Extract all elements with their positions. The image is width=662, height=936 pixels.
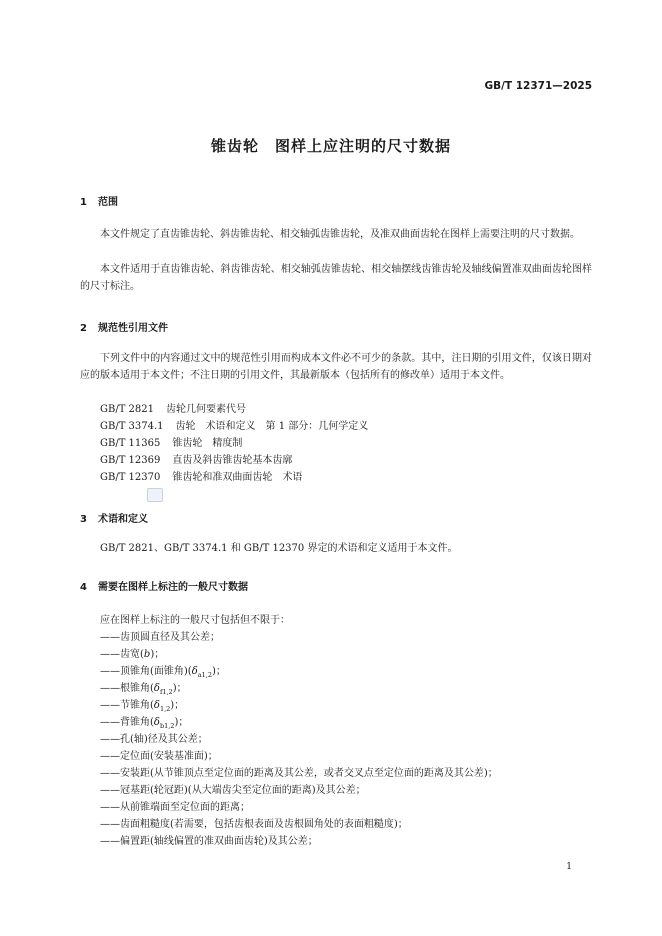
- reference-code: GB/T 11365: [100, 438, 161, 449]
- reference-item: [100, 435, 242, 452]
- reference-item: [100, 469, 302, 486]
- section-number: 4: [80, 582, 87, 593]
- reference-name: 锥齿轮 精度制: [172, 438, 243, 449]
- reference-name: 齿轮几何要素代号: [166, 404, 247, 415]
- section-3-text: GB/T 2821、GB/T 3374.1 和 GB/T 12370 界定的术语和定义适用于本文件。: [100, 543, 458, 554]
- list-item: ——齿面粗糙度(若需要，包括齿根表面及齿根圆角处的表面粗糙度)；: [100, 819, 408, 830]
- page-number: 1: [566, 862, 572, 872]
- list-item: ——冠基距(轮冠距)(从大端齿尖至定位面的距离)及其公差；: [100, 785, 366, 796]
- section-2-intro: 下列文件中的内容通过文中的规范性引用而构成本文件必不可少的条款。其中，注日期的引用文件，仅该日期对应的版本适用于本文件；不注日期的引用文件，其最新版本（包括所有的修改单）适用于本文件。: [80, 353, 592, 381]
- reference-item: [100, 452, 292, 469]
- section-1-paragraph-2: 本文件适用于直齿锥齿轮、斜齿锥齿轮、相交轴弧齿锥齿轮、相交轴摆线齿锥齿轮及轴线偏置准双曲面齿轮图样的尺寸标注。: [80, 264, 592, 292]
- list-item: ——从前锥端面至定位面的距离；: [100, 802, 250, 813]
- list-item: ——齿宽(b)；: [100, 649, 165, 660]
- section-3-heading: [80, 510, 148, 525]
- section-4-heading: [80, 578, 248, 593]
- document-title: 锥齿轮 图样上应注明的尺寸数据: [210, 137, 451, 155]
- section-1-paragraph-1: 本文件规定了直齿锥齿轮、斜齿锥齿轮、相交轴弧齿锥齿轮，及准双曲面齿轮在图样上需要注明的尺寸数据。: [100, 229, 580, 240]
- list-item: ——节锥角$(\delta_{1,2})$；: [100, 700, 185, 713]
- section-2-heading: [80, 319, 168, 334]
- reference-code: GB/T 2821: [100, 404, 155, 415]
- list-item: ——根锥角$(\delta_{f1,2})$；: [100, 683, 187, 696]
- section-number: 2: [80, 323, 87, 334]
- reference-name: 直齿及斜齿锥齿轮基本齿廓: [172, 455, 293, 466]
- list-item: ——安装距(从节锥顶点至定位面的距离及其公差，或者交叉点至定位面的距离及其公差)；: [100, 768, 498, 779]
- list-item: ——背锥角$(\delta_{b1,2})$；: [100, 717, 189, 730]
- standard-code: GB/T 12371—2025: [484, 80, 592, 92]
- reference-name: 锥齿轮和准双曲面齿轮 术语: [172, 472, 303, 483]
- reference-code: GB/T 12369: [100, 455, 161, 466]
- list-item: ——齿顶圆直径及其公差；: [100, 632, 220, 643]
- list-item: ——顶锥角(面锥角)$(\delta_{a1,2})$；: [100, 666, 226, 679]
- section-title: 需要在图样上标注的一般尺寸数据: [98, 582, 248, 593]
- section-title: 术语和定义: [98, 514, 148, 525]
- reference-item: [100, 401, 246, 418]
- watermark-stamp-icon: [147, 488, 163, 502]
- reference-code: GB/T 3374.1: [100, 421, 164, 432]
- reference-code: GB/T 12370: [100, 472, 161, 483]
- section-1-heading: [80, 193, 118, 208]
- list-item: ——偏置距(轴线偏置的准双曲面齿轮)及其公差；: [100, 836, 318, 847]
- section-title: 规范性引用文件: [98, 323, 168, 334]
- reference-item: [100, 418, 368, 435]
- list-item: ——孔(轴)径及其公差；: [100, 734, 208, 745]
- section-number: 1: [80, 197, 87, 208]
- section-4-intro: 应在图样上标注的一般尺寸包括但不限于：: [100, 615, 290, 626]
- reference-name: 齿轮 术语和定义 第 1 部分：几何学定义: [175, 421, 369, 432]
- list-item: ——定位面(安装基准面)；: [100, 751, 218, 762]
- section-title: 范围: [98, 197, 118, 208]
- section-number: 3: [80, 514, 87, 525]
